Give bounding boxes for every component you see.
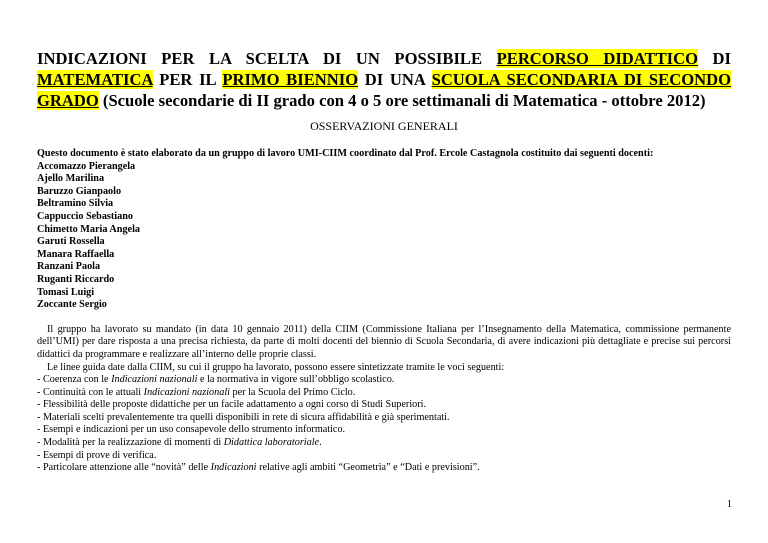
teacher-name: Ajello Marilina xyxy=(37,173,105,185)
title-text: INDICAZIONI PER LA SCELTA DI UN POSSIBILE xyxy=(37,49,497,68)
title-text: DI xyxy=(698,49,731,68)
guideline-item: - Materiali scelti prevalentemente tra quelli disponibili in rete di sicura affidabilità e già sperimentati. xyxy=(37,411,450,423)
teacher-list xyxy=(37,161,731,312)
guideline-list xyxy=(37,374,731,475)
teacher-name: Baruzzo Gianpaolo xyxy=(37,185,122,197)
teacher-name: Cappuccio Sebastiano xyxy=(37,210,133,222)
guideline-item: - Modalità per la realizzazione di momenti di Didattica laboratoriale. xyxy=(37,437,322,449)
teacher-name: Ruganti Riccardo xyxy=(37,273,115,285)
title-highlight-scuola: SCUOLA SECONDARIA DI SECONDO GRADO xyxy=(37,70,731,110)
teacher-name: Zoccante Sergio xyxy=(37,299,107,311)
title-highlight-percorso: PERCORSO DIDATTICO xyxy=(496,49,699,68)
document-page xyxy=(37,48,731,475)
guideline-item: - Coerenza con le Indicazioni nazionali e la normativa in vigore sull’obbligo scolastico. xyxy=(37,374,395,386)
teacher-name: Manara Raffaella xyxy=(37,248,115,260)
teacher-name: Accomazzo Pierangela xyxy=(37,160,136,172)
guideline-item: - Esempi di prove di verifica. xyxy=(37,449,157,461)
teacher-name: Tomasi Luigi xyxy=(37,286,95,298)
title-highlight-matematica: MATEMATICA xyxy=(37,70,153,89)
intro-text: Questo documento è stato elaborato da un gruppo di lavoro UMI-CIIM coordinato dal Prof. Ercole Castagnola costituito dai seguenti docenti: xyxy=(37,148,654,159)
guideline-item: - Esempi e indicazioni per un uso consapevole dello strumento informatico. xyxy=(37,424,346,436)
document-title xyxy=(37,48,731,111)
title-subtitle: (Scuole secondarie di II grado con 4 o 5 ore settimanali di Matematica - ottobre 2012) xyxy=(98,91,706,110)
guideline-item: - Flessibilità delle proposte didattiche per un facile adattamento a ogni corso di Studi Superiori. xyxy=(37,399,427,411)
teacher-name: Ranzani Paola xyxy=(37,261,101,273)
guidelines-paragraph: Le linee guida date dalla CIIM, su cui il gruppo ha lavorato, possono essere sintetizzate tramite le voci seguenti: xyxy=(47,361,505,373)
title-highlight-biennio: PRIMO BIENNIO xyxy=(222,70,359,89)
mandate-paragraph: Il gruppo ha lavorato su mandato (in data 10 gennaio 2011) della CIIM (Commissione Italiana per l’Insegnamento della Matematica, commissione permanente dell’UMI) per dare risposta a una precisa richiesta, da parte di molti docenti del biennio di Scuola Secondaria, di avere indicazioni più dettagliate e precise sui percorsi didattici da programmare e realizzare all’interno delle proprie classi. xyxy=(37,323,731,360)
teacher-name: Chimetto Maria Angela xyxy=(37,223,140,235)
page-number: 1 xyxy=(726,499,732,510)
guideline-item: - Particolare attenzione alle “novità” delle Indicazioni relative agli ambiti “Geometria” e “Dati e previsioni”. xyxy=(37,462,480,474)
guideline-item: - Continuità con le attuali Indicazioni nazionali per la Scuola del Primo Ciclo. xyxy=(37,386,356,398)
teacher-name: Garuti Rossella xyxy=(37,236,105,248)
title-text: DI UNA xyxy=(358,70,432,89)
section-title: OSSERVAZIONI GENERALI xyxy=(310,119,458,133)
teacher-name: Beltramino Silvia xyxy=(37,198,114,210)
title-text: PER IL xyxy=(152,70,223,89)
